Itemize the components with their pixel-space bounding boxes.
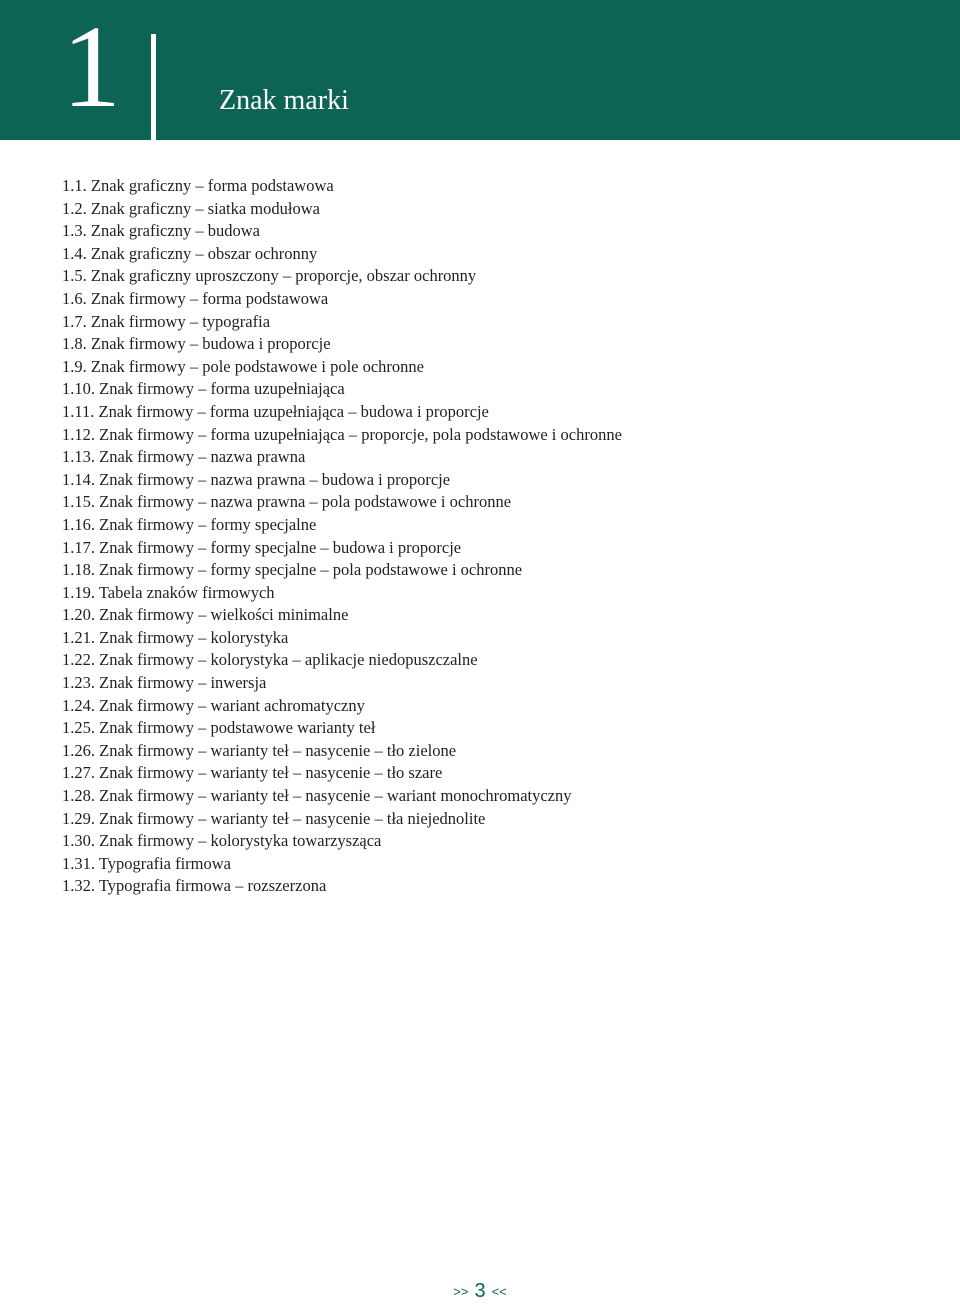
toc-item: 1.31. Typografia firmowa bbox=[62, 853, 231, 873]
toc-item: 1.21. Znak firmowy – kolorystyka bbox=[62, 627, 289, 647]
toc-item: 1.9. Znak firmowy – pole podstawowe i pole ochronne bbox=[62, 356, 425, 376]
toc-item: 1.26. Znak firmowy – warianty teł – nasycenie – tło zielone bbox=[62, 740, 457, 760]
toc-item: 1.3. Znak graficzny – budowa bbox=[62, 221, 260, 241]
chapter-title: Znak marki bbox=[219, 85, 349, 116]
toc-item: 1.22. Znak firmowy – kolorystyka – aplikacje niedopuszczalne bbox=[62, 650, 478, 670]
toc-item: 1.24. Znak firmowy – wariant achromatyczny bbox=[62, 695, 365, 715]
toc-item: 1.13. Znak firmowy – nazwa prawna bbox=[62, 447, 306, 467]
toc-item: 1.29. Znak firmowy – warianty teł – nasycenie – tła niejednolite bbox=[62, 808, 486, 828]
header-divider bbox=[151, 34, 156, 140]
toc-item: 1.25. Znak firmowy – podstawowe warianty teł bbox=[62, 718, 376, 738]
toc-item: 1.18. Znak firmowy – formy specjalne – pola podstawowe i ochronne bbox=[62, 560, 523, 580]
chapter-number: 1 bbox=[62, 1, 119, 132]
footer-suffix-arrows: << bbox=[491, 1284, 507, 1299]
toc-item: 1.5. Znak graficzny uproszczony – proporcje, obszar ochronny bbox=[62, 266, 477, 286]
page-number: 3 bbox=[474, 1280, 486, 1302]
chapter-header bbox=[0, 0, 960, 140]
toc-item: 1.8. Znak firmowy – budowa i proporcje bbox=[62, 334, 331, 354]
page-footer bbox=[0, 1280, 960, 1303]
toc-item: 1.17. Znak firmowy – formy specjalne – budowa i proporcje bbox=[62, 537, 462, 557]
toc-item: 1.12. Znak firmowy – forma uzupełniająca – proporcje, pola podstawowe i ochronne bbox=[62, 424, 622, 444]
toc-item: 1.10. Znak firmowy – forma uzupełniająca bbox=[62, 379, 345, 399]
toc-item: 1.1. Znak graficzny – forma podstawowa bbox=[62, 176, 334, 195]
toc-item: 1.15. Znak firmowy – nazwa prawna – pola podstawowe i ochronne bbox=[62, 492, 512, 512]
toc-item: 1.23. Znak firmowy – inwersja bbox=[62, 673, 267, 693]
toc-item: 1.11. Znak firmowy – forma uzupełniająca – budowa i proporcje bbox=[62, 401, 489, 421]
toc-item: 1.4. Znak graficzny – obszar ochronny bbox=[62, 243, 318, 263]
toc-item: 1.19. Tabela znaków firmowych bbox=[62, 582, 275, 602]
toc-item: 1.30. Znak firmowy – kolorystyka towarzysząca bbox=[62, 831, 382, 851]
toc-item: 1.2. Znak graficzny – siatka modułowa bbox=[62, 198, 320, 218]
toc-item: 1.20. Znak firmowy – wielkości minimalne bbox=[62, 605, 349, 625]
toc-item: 1.6. Znak firmowy – forma podstawowa bbox=[62, 288, 329, 308]
toc-item: 1.27. Znak firmowy – warianty teł – nasycenie – tło szare bbox=[62, 763, 443, 783]
table-of-contents bbox=[62, 175, 622, 898]
toc-item: 1.28. Znak firmowy – warianty teł – nasycenie – wariant monochromatyczny bbox=[62, 786, 572, 806]
toc-item: 1.14. Znak firmowy – nazwa prawna – budowa i proporcje bbox=[62, 469, 451, 489]
toc-item: 1.32. Typografia firmowa – rozszerzona bbox=[62, 876, 327, 896]
toc-item: 1.16. Znak firmowy – formy specjalne bbox=[62, 514, 317, 534]
toc-item: 1.7. Znak firmowy – typografia bbox=[62, 311, 271, 331]
footer-prefix-arrows: >> bbox=[453, 1284, 469, 1299]
